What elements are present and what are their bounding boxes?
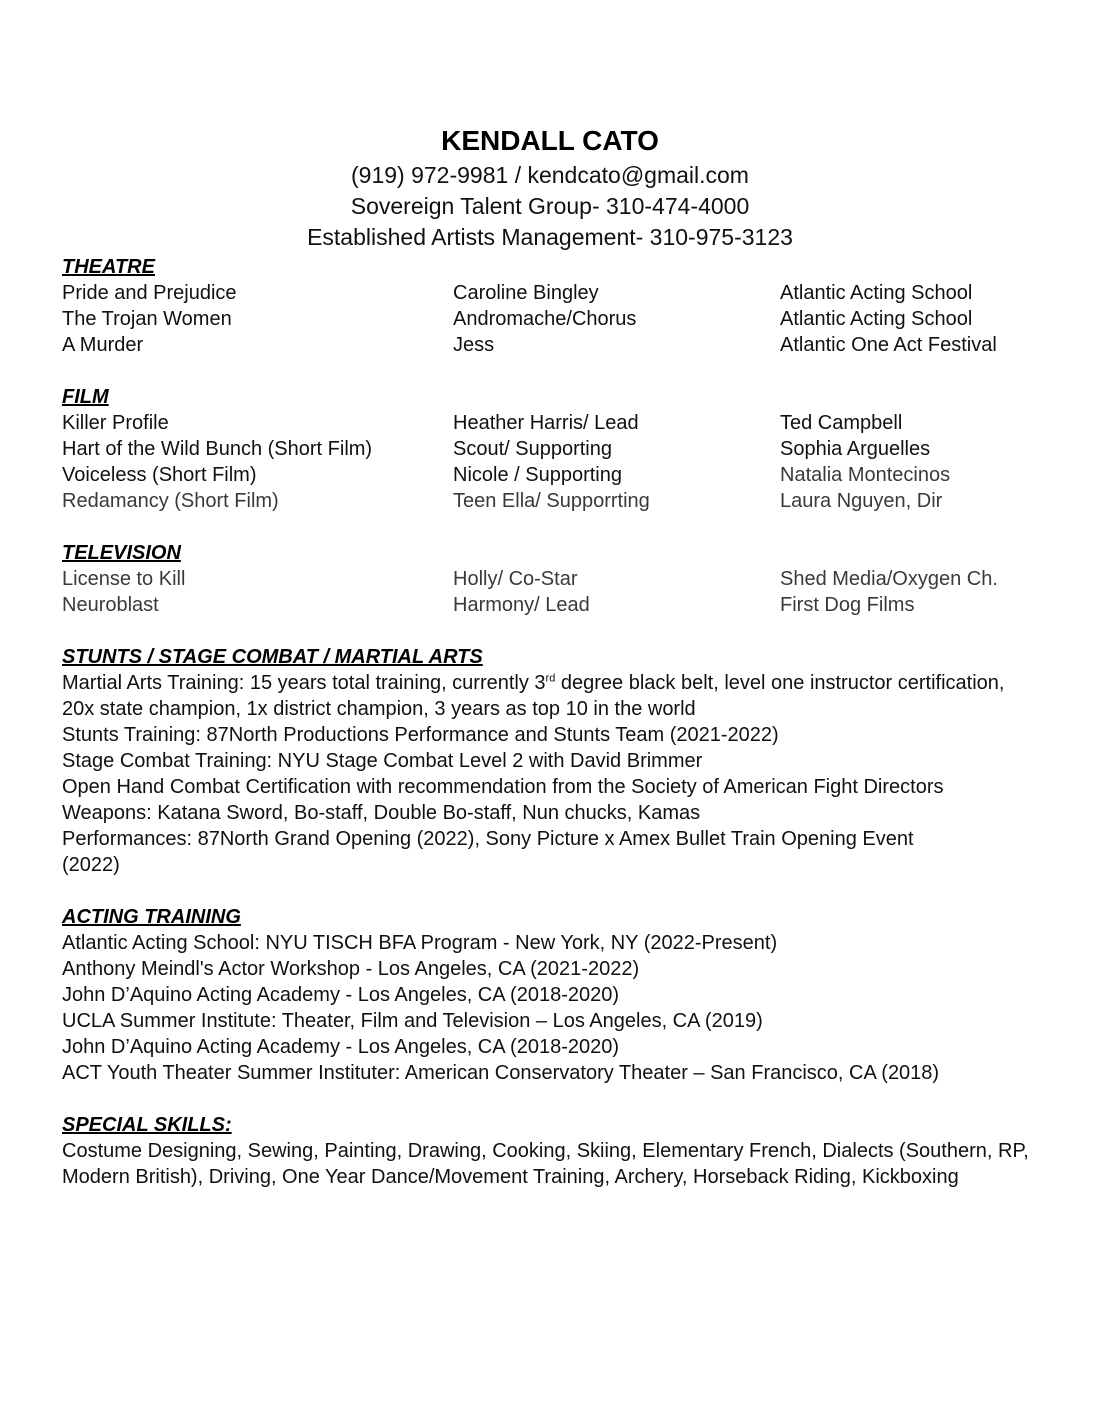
section-title-stunts: STUNTS / STAGE COMBAT / MARTIAL ARTS bbox=[62, 646, 483, 668]
section-title-film: FILM bbox=[62, 386, 109, 408]
actor-name: KENDALL CATO bbox=[441, 125, 659, 156]
skills-line: Costume Designing, Sewing, Painting, Drawing, Cooking, Skiing, Elementary French, Dialects (Southern, RP, bbox=[62, 1140, 1029, 1162]
credit-row bbox=[62, 566, 1042, 592]
credit-venue: Laura Nguyen, Dir bbox=[780, 490, 943, 512]
film-section bbox=[62, 384, 1042, 514]
credit-title: License to Kill bbox=[62, 568, 186, 590]
martial-arts-text: Martial Arts Training: 15 years total training, currently 3 bbox=[62, 672, 546, 694]
ordinal-suffix: rd bbox=[545, 672, 556, 685]
stunts-line: (2022) bbox=[62, 854, 120, 876]
credit-venue: Shed Media/Oxygen Ch. bbox=[780, 568, 998, 590]
stunts-line: Open Hand Combat Certification with recommendation from the Society of American Fight Directors bbox=[62, 776, 944, 798]
credit-role: Harmony/ Lead bbox=[453, 594, 590, 616]
credit-venue: Natalia Montecinos bbox=[780, 464, 951, 486]
contact-line: (919) 972-9981 / kendcato@gmail.com bbox=[351, 162, 749, 188]
credit-row bbox=[62, 332, 1042, 358]
agency-line: Sovereign Talent Group- 310-474-4000 bbox=[350, 193, 750, 219]
credit-title: Killer Profile bbox=[62, 412, 169, 434]
credit-role: Caroline Bingley bbox=[453, 282, 599, 304]
resume-body bbox=[62, 254, 1042, 1216]
theatre-section bbox=[62, 254, 1042, 358]
credit-role: Holly/ Co-Star bbox=[453, 568, 578, 590]
credit-row bbox=[62, 488, 1042, 514]
credit-row bbox=[62, 410, 1042, 436]
skills-line: Modern British), Driving, One Year Dance/Movement Training, Archery, Horseback Riding, Kickboxing bbox=[62, 1166, 959, 1188]
credit-role: Teen Ella/ Supporrting bbox=[453, 490, 650, 512]
credit-venue: Atlantic Acting School bbox=[780, 308, 973, 330]
training-line: Atlantic Acting School: NYU TISCH BFA Program - New York, NY (2022-Present) bbox=[62, 932, 778, 954]
credit-role: Nicole / Supporting bbox=[453, 464, 622, 486]
stunts-line: Weapons: Katana Sword, Bo-staff, Double Bo-staff, Nun chucks, Kamas bbox=[62, 802, 701, 824]
section-title-television: TELEVISION bbox=[62, 542, 181, 564]
martial-arts-line-2: 20x state champion, 1x district champion, 3 years as top 10 in the world bbox=[62, 698, 696, 720]
television-section bbox=[62, 540, 1042, 618]
special-skills-section bbox=[62, 1112, 1042, 1190]
credit-role: Jess bbox=[453, 334, 495, 356]
acting-training-section bbox=[62, 904, 1042, 1086]
stunts-line: Stunts Training: 87North Productions Performance and Stunts Team (2021-2022) bbox=[62, 724, 779, 746]
training-line: UCLA Summer Institute: Theater, Film and Television – Los Angeles, CA (2019) bbox=[62, 1010, 763, 1032]
training-line: John D’Aquino Acting Academy - Los Angeles, CA (2018-2020) bbox=[62, 984, 620, 1006]
credit-title: Pride and Prejudice bbox=[62, 282, 237, 304]
credit-row bbox=[62, 462, 1042, 488]
credit-venue: Atlantic One Act Festival bbox=[780, 334, 997, 356]
credit-title: Hart of the Wild Bunch (Short Film) bbox=[62, 438, 373, 460]
section-title-acting-training: ACTING TRAINING bbox=[62, 906, 241, 928]
credit-title: A Murder bbox=[62, 334, 144, 356]
credit-title: The Trojan Women bbox=[62, 308, 232, 330]
credit-venue: First Dog Films bbox=[780, 594, 915, 616]
credit-venue: Sophia Arguelles bbox=[780, 438, 931, 460]
credit-row bbox=[62, 306, 1042, 332]
section-title-special-skills: SPECIAL SKILLS: bbox=[62, 1114, 232, 1136]
credit-venue: Ted Campbell bbox=[780, 412, 903, 434]
credit-role: Andromache/Chorus bbox=[453, 308, 637, 330]
martial-arts-line bbox=[62, 670, 1042, 696]
management-line: Established Artists Management- 310-975-3123 bbox=[307, 224, 793, 250]
section-title-theatre: THEATRE bbox=[62, 256, 155, 278]
martial-arts-text-cont: degree black belt, level one instructor certification, bbox=[555, 672, 1005, 694]
training-line: Anthony Meindl's Actor Workshop - Los Angeles, CA (2021-2022) bbox=[62, 958, 640, 980]
credit-venue: Atlantic Acting School bbox=[780, 282, 973, 304]
credit-row bbox=[62, 280, 1042, 306]
credit-row bbox=[62, 592, 1042, 618]
credit-row bbox=[62, 436, 1042, 462]
training-line: John D’Aquino Acting Academy - Los Angeles, CA (2018-2020) bbox=[62, 1036, 620, 1058]
training-line: ACT Youth Theater Summer Instituter: American Conservatory Theater – San Francisco, CA (2018) bbox=[62, 1062, 940, 1084]
credit-title: Redamancy (Short Film) bbox=[62, 490, 279, 512]
credit-role: Heather Harris/ Lead bbox=[453, 412, 639, 434]
stunts-line: Stage Combat Training: NYU Stage Combat Level 2 with David Brimmer bbox=[62, 750, 703, 772]
credit-role: Scout/ Supporting bbox=[453, 438, 612, 460]
credit-title: Neuroblast bbox=[62, 594, 159, 616]
resume-header bbox=[0, 122, 1100, 253]
credit-title: Voiceless (Short Film) bbox=[62, 464, 257, 486]
stunts-section bbox=[62, 644, 1042, 878]
stunts-line: Performances: 87North Grand Opening (2022), Sony Picture x Amex Bullet Train Opening Event bbox=[62, 828, 914, 850]
